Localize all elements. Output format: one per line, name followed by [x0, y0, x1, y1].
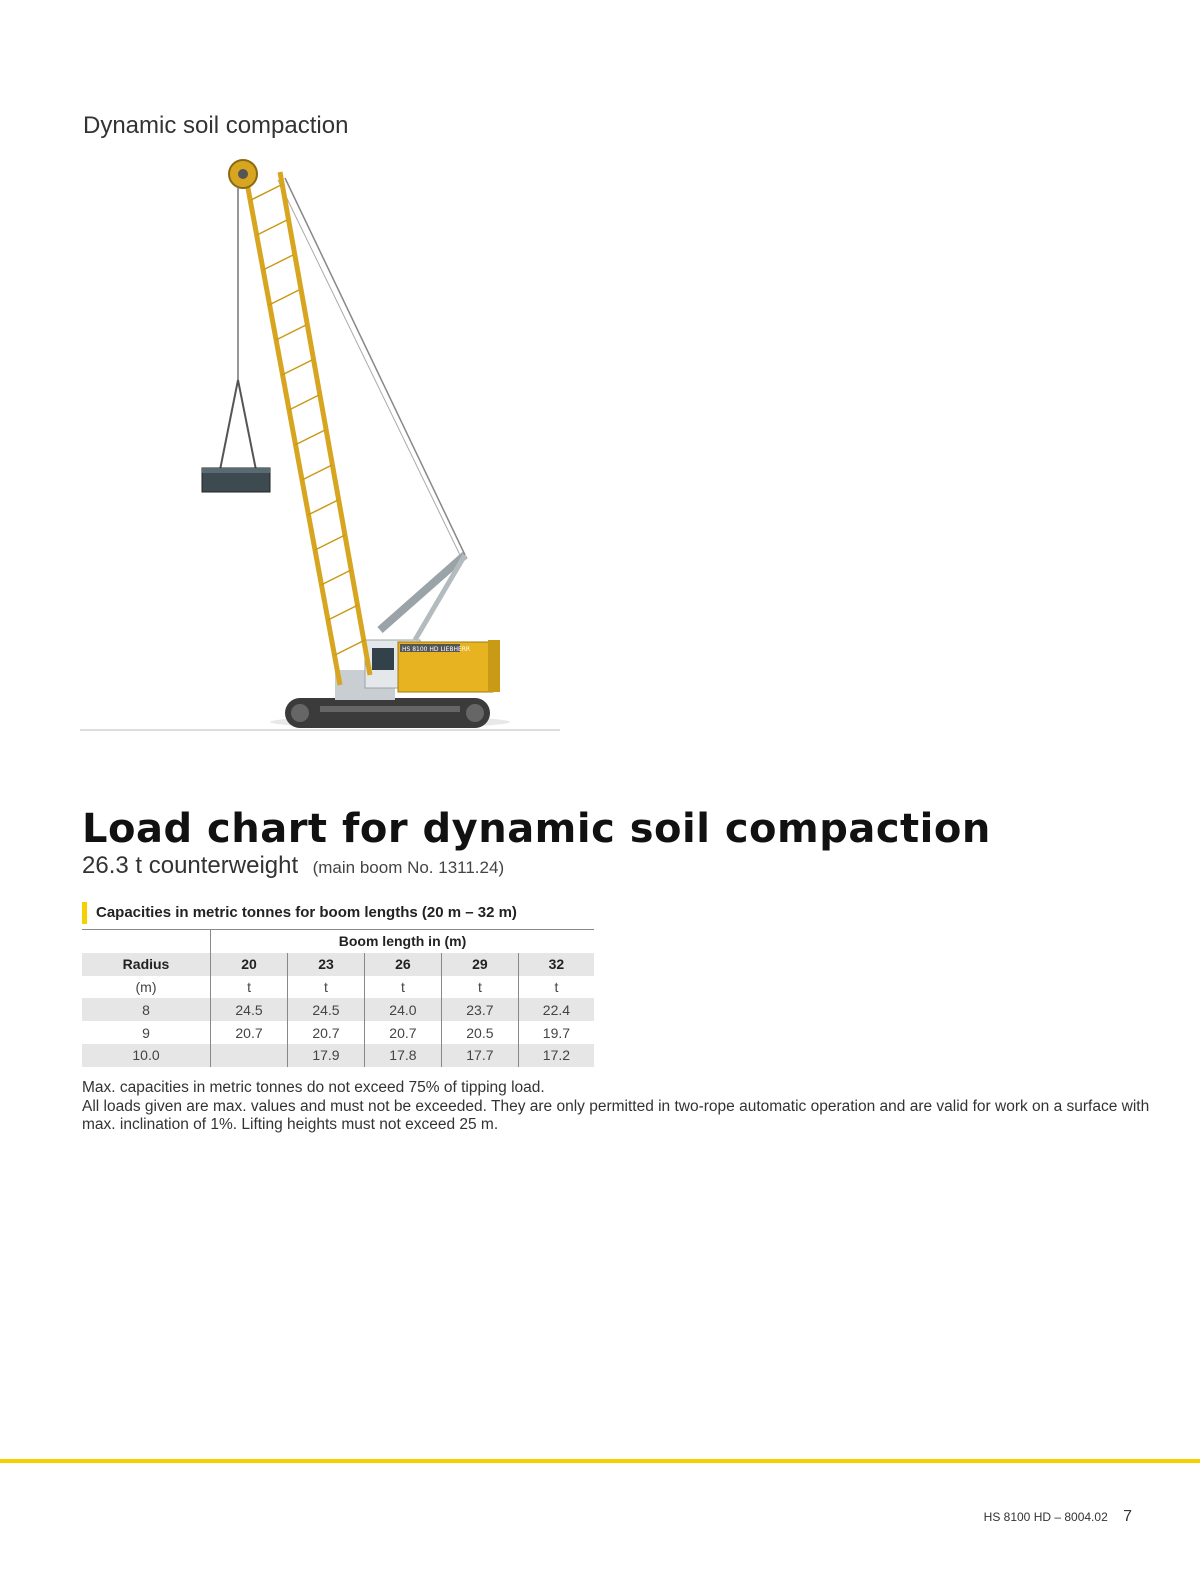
- radius-header: Radius: [82, 953, 211, 976]
- radius-cell: 8: [82, 998, 211, 1021]
- boom-length-header: Boom length in (m): [211, 930, 594, 953]
- page-title: Load chart for dynamic soil compaction: [82, 806, 991, 852]
- unit-cell: t: [288, 976, 365, 999]
- table-header-row-boom: [82, 930, 594, 953]
- table-notes: [82, 1079, 1152, 1135]
- note-line: Max. capacities in metric tonnes do not exceed 75% of tipping load.: [82, 1079, 545, 1096]
- unit-cell: t: [441, 976, 518, 999]
- table-corner-cell: [82, 930, 211, 953]
- boom-length-cell: 26: [364, 953, 441, 976]
- capacity-cell: [211, 1044, 288, 1067]
- capacity-cell: 23.7: [441, 998, 518, 1021]
- unit-cell: t: [364, 976, 441, 999]
- crane-illustration: [80, 150, 600, 740]
- capacity-cell: 24.5: [211, 998, 288, 1021]
- unit-cell: t: [518, 976, 594, 999]
- table-row: [82, 998, 594, 1021]
- capacity-cell: 24.5: [288, 998, 365, 1021]
- subtitle: [82, 852, 504, 880]
- capacity-cell: 20.7: [364, 1021, 441, 1044]
- capacity-cell: 24.0: [364, 998, 441, 1021]
- unit-cell: t: [211, 976, 288, 999]
- lattice-boom: [245, 172, 370, 685]
- capacity-cell: 17.8: [364, 1044, 441, 1067]
- capacity-cell: 20.7: [288, 1021, 365, 1044]
- table-caption: Capacities in metric tonnes for boom lengths (20 m – 32 m): [82, 902, 517, 924]
- capacity-cell: 22.4: [518, 998, 594, 1021]
- note-line: All loads given are max. values and must not be exceeded. They are only permitted in two-rope automatic operation and are valid for work on a surface with max. inclination of 1%. Lifting heights must not exceed 25 m.: [82, 1097, 1150, 1133]
- footer-divider: [0, 1459, 1200, 1463]
- boom-length-cell: 23: [288, 953, 365, 976]
- boom-length-cell: 20: [211, 953, 288, 976]
- crane-brand-label: HS 8100 HD LIEBHERR: [402, 646, 471, 653]
- capacity-cell: 19.7: [518, 1021, 594, 1044]
- radius-unit: (m): [135, 978, 157, 995]
- radius-cell: 9: [142, 1024, 150, 1041]
- capacity-cell: 20.5: [441, 1021, 518, 1044]
- capacity-cell: 20.7: [211, 1021, 288, 1044]
- crawler-track: [285, 698, 490, 728]
- page-footer: [984, 1508, 1132, 1526]
- table-unit-row: [82, 976, 594, 999]
- capacity-cell: 17.7: [441, 1044, 518, 1067]
- boom-length-cell: 29: [441, 953, 518, 976]
- counterweight-label: 26.3 t counterweight: [82, 852, 299, 879]
- capacity-cell: 17.9: [288, 1044, 365, 1067]
- page-number: 7: [1123, 1508, 1132, 1525]
- document-id: HS 8100 HD – 8004.02: [983, 1510, 1108, 1524]
- table-row: [82, 1021, 594, 1044]
- section-title: Dynamic soil compaction: [83, 112, 349, 139]
- boom-length-cell: 32: [518, 953, 594, 976]
- table-row: [82, 1044, 594, 1067]
- table-header-row: [82, 953, 594, 976]
- radius-cell: 10.0: [82, 1044, 211, 1067]
- main-boom-label: (main boom No. 1311.24): [312, 858, 505, 877]
- load-chart-table: [82, 929, 594, 1067]
- capacity-cell: 17.2: [518, 1044, 594, 1067]
